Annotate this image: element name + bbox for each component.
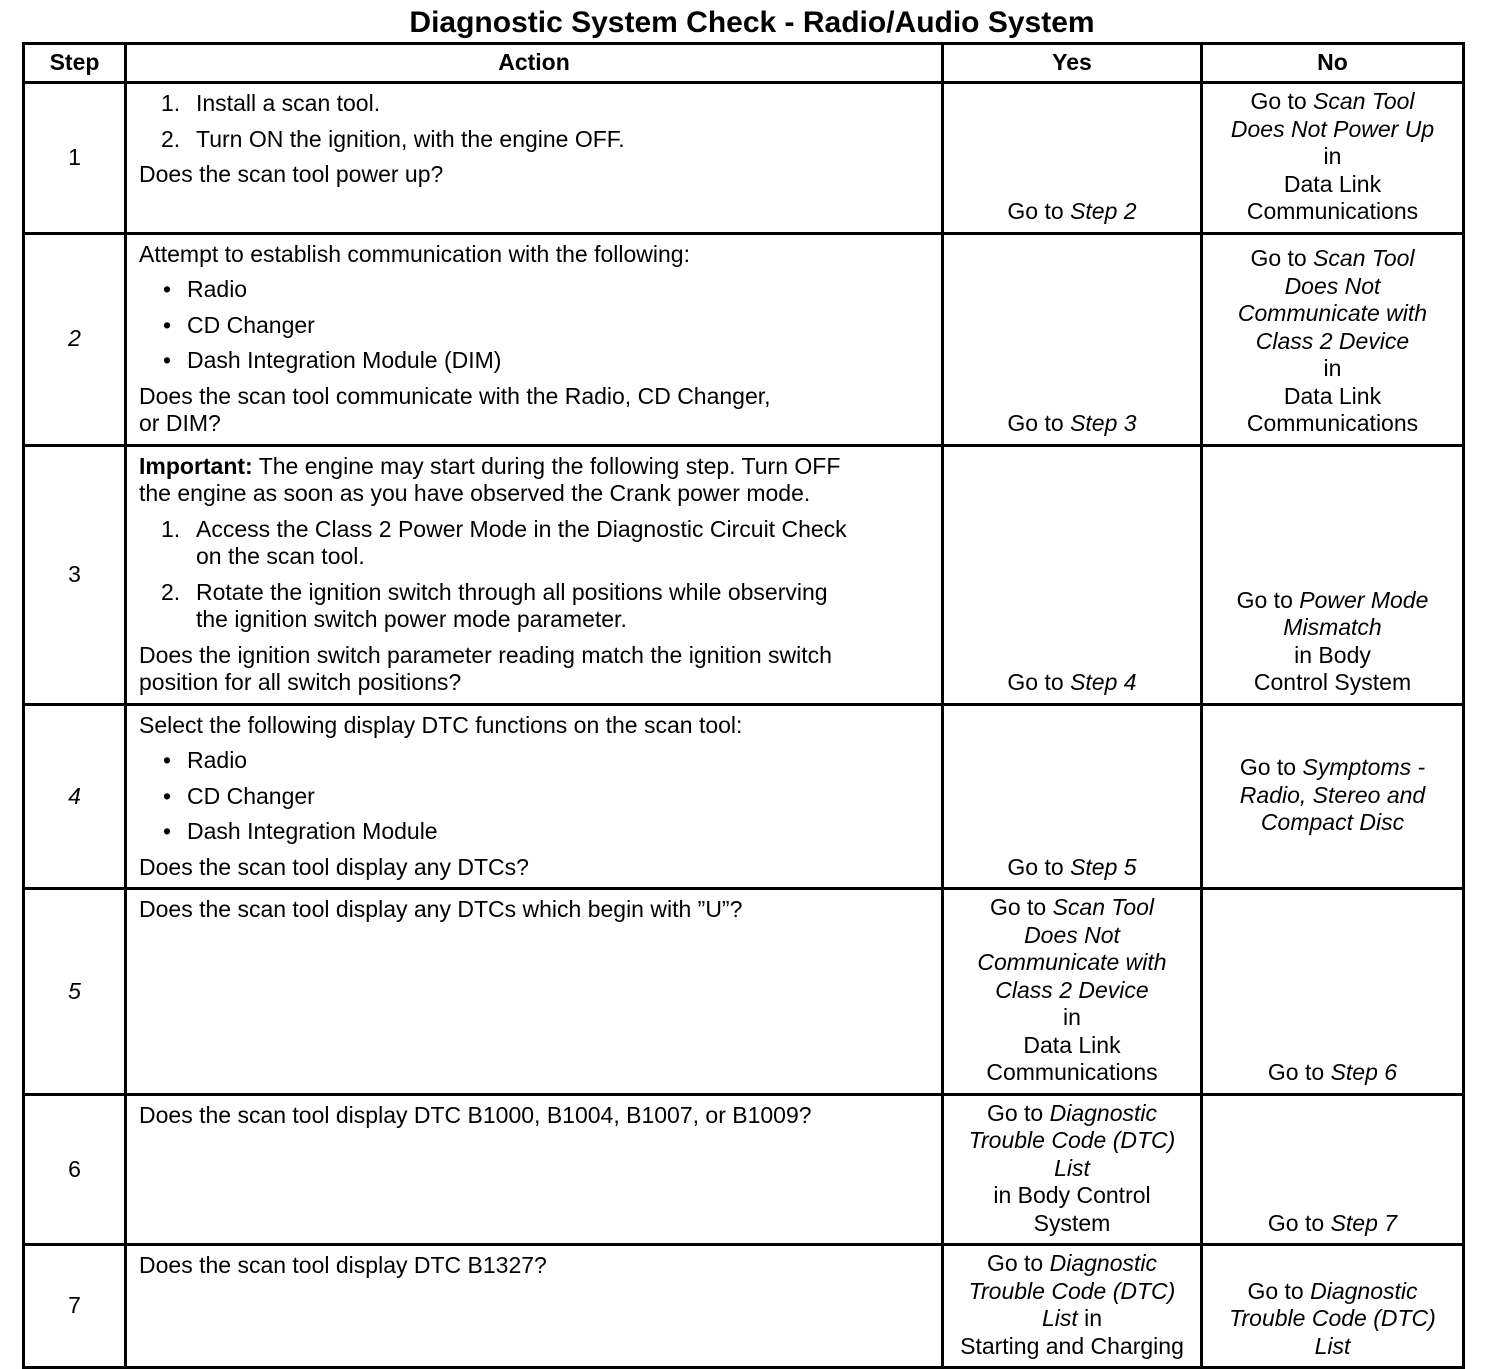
- list-item: 1. Install a scan tool.: [161, 90, 381, 116]
- table-row: [24, 704, 1464, 889]
- action-cell: [126, 1245, 943, 1368]
- table-row: [24, 1094, 1464, 1245]
- action-cell: [126, 445, 943, 704]
- list-item: • Dash Integration Module: [163, 818, 438, 844]
- reference-link[interactable]: Symptoms -: [1302, 754, 1426, 780]
- no-cell: Go to Diagnostic Trouble Code (DTC) List: [1202, 1245, 1464, 1368]
- no-cell: Go to Step 6: [1202, 889, 1464, 1095]
- header-no: No: [1202, 44, 1464, 83]
- important-note: Important: The engine may start during the following step. Turn OFF the engine as soon as you have observed the Crank power mode.: [139, 452, 841, 506]
- reference-link[interactable]: Scan Tool: [1313, 88, 1415, 114]
- list-item: 2. Rotate the ignition switch through all positions while observing the ignition switch power mode parameter.: [161, 578, 828, 632]
- list-item: • CD Changer: [163, 311, 315, 338]
- yes-cell: Go to Step 5: [943, 704, 1202, 889]
- question-text: Does the scan tool power up?: [139, 161, 444, 187]
- yes-cell: Go to Diagnostic Trouble Code (DTC) List in Starting and Charging: [943, 1245, 1202, 1368]
- reference-link[interactable]: Scan Tool: [1052, 894, 1155, 920]
- reference-link[interactable]: Diagnostic: [1310, 1277, 1418, 1304]
- list-item: • Radio: [163, 276, 248, 302]
- reference-link[interactable]: Diagnostic: [1049, 1250, 1158, 1276]
- action-cell: [126, 1094, 943, 1245]
- yes-cell: Go to Scan Tool Does Not Communicate with Class 2 Device in Data Link Communications: [943, 889, 1202, 1095]
- action-cell: [126, 83, 943, 234]
- table-header-row: [24, 44, 1464, 83]
- yes-cell: Go to Diagnostic Trouble Code (DTC) List in Body Control System: [943, 1094, 1202, 1245]
- table-row: [24, 889, 1464, 1095]
- step-number: 2: [24, 233, 126, 445]
- list-item: • Radio: [163, 747, 248, 773]
- step-number: 4: [24, 704, 126, 889]
- action-cell: Attempt to establish communication with the following: • Radio • CD Changer • Dash Integration Module (DIM) Does the scan tool communicate with the Radio, CD Changer, or DIM?: [126, 233, 943, 445]
- diagnostic-table: [22, 42, 1465, 1369]
- reference-link[interactable]: Scan Tool: [1313, 245, 1415, 271]
- header-action: Action: [126, 44, 943, 83]
- action-cell: Select the following display DTC functions on the scan tool: • Radio • CD Changer • Dash Integration Module Does the scan tool display any DTCs?: [126, 704, 943, 889]
- yes-cell: Go to Step 4: [943, 445, 1202, 704]
- step-number: 3: [24, 445, 126, 704]
- step-link[interactable]: Step 7: [1330, 1209, 1398, 1236]
- no-cell: Go to Symptoms - Radio, Stereo and Compact Disc: [1202, 704, 1464, 889]
- no-cell: Go to Step 7: [1202, 1094, 1464, 1245]
- step-link[interactable]: Step 5: [1070, 853, 1137, 880]
- no-cell: Go to Scan Tool Does Not Power Up in Data Link Communications: [1202, 83, 1464, 234]
- table-row: [24, 233, 1464, 445]
- list-item: 1. Access the Class 2 Power Mode in the Diagnostic Circuit Check on the scan tool.: [161, 515, 847, 569]
- question-text: Does the scan tool display DTC B1327?: [139, 1252, 547, 1278]
- header-yes: Yes: [943, 44, 1202, 83]
- step-link[interactable]: Step 4: [1070, 669, 1137, 695]
- action-cell: [126, 889, 943, 1095]
- step-link[interactable]: Step 3: [1070, 410, 1137, 436]
- step-number: 7: [24, 1245, 126, 1368]
- header-step: Step: [24, 44, 126, 83]
- step-number: 5: [24, 889, 126, 1095]
- yes-cell: Go to Step 2: [943, 83, 1202, 234]
- step-link[interactable]: Step 6: [1330, 1059, 1398, 1085]
- question-text: Does the scan tool display any DTCs which begin with ”U”?: [139, 896, 743, 922]
- no-cell: Go to Scan Tool Does Not Communicate with Class 2 Device in Data Link Communications: [1202, 233, 1464, 445]
- step-number: 6: [24, 1094, 126, 1245]
- reference-link[interactable]: Diagnostic: [1049, 1099, 1158, 1126]
- table-row: [24, 83, 1464, 234]
- reference-link[interactable]: Power Mode: [1299, 586, 1429, 613]
- question-text: Does the scan tool communicate with the Radio, CD Changer, or DIM?: [139, 382, 771, 436]
- step-link[interactable]: Step 2: [1070, 198, 1137, 224]
- list-item: 2. Turn ON the ignition, with the engine OFF.: [161, 125, 625, 152]
- question-text: Does the ignition switch parameter reading match the ignition switch position for all switch positions?: [139, 641, 832, 695]
- table-row: [24, 1245, 1464, 1368]
- list-item: • CD Changer: [163, 782, 315, 809]
- yes-cell: Go to Step 3: [943, 233, 1202, 445]
- step-number: 1: [24, 83, 126, 234]
- table-row: [24, 445, 1464, 704]
- question-text: Does the scan tool display DTC B1000, B1004, B1007, or B1009?: [139, 1101, 812, 1128]
- list-item: • Dash Integration Module (DIM): [163, 347, 502, 373]
- no-cell: Go to Power Mode Mismatch in Body Control System: [1202, 445, 1464, 704]
- question-text: Does the scan tool display any DTCs?: [139, 853, 529, 880]
- page-title: Diagnostic System Check - Radio/Audio System: [409, 6, 1095, 39]
